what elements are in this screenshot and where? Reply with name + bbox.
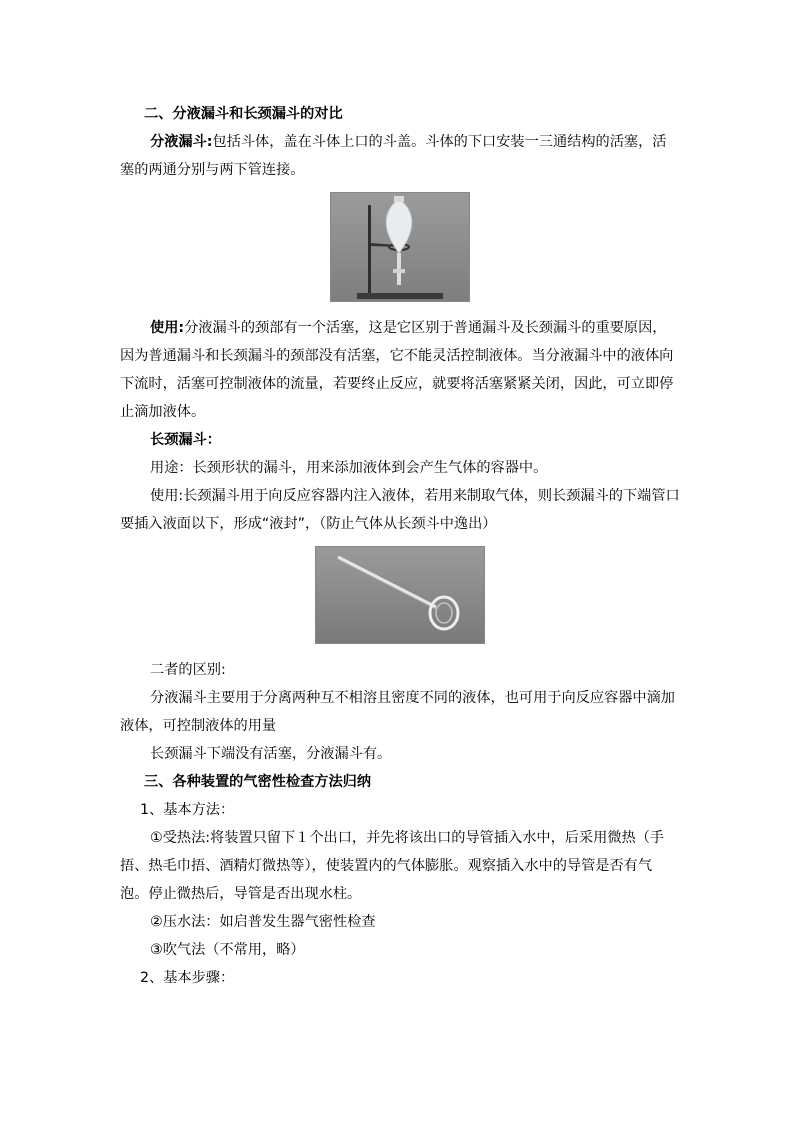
basic-steps-heading: 2、基本步骤： xyxy=(140,970,235,986)
water-pressure-method: ②压水法：如启普发生器气密性检查 xyxy=(150,914,376,930)
difference-paragraph-2: 长颈漏斗下端没有活塞，分液漏斗有。 xyxy=(150,746,392,762)
blowing-method: ③吹气法（不常用，略） xyxy=(150,942,305,958)
separatory-funnel-photo xyxy=(330,192,470,302)
difference-heading: 二者的区别: xyxy=(150,662,226,678)
usage-label: 使用 xyxy=(150,320,179,336)
separatory-funnel-label: 分液漏斗 xyxy=(150,134,207,150)
separatory-funnel-paragraph xyxy=(120,128,680,184)
document-page xyxy=(120,92,680,992)
long-neck-funnel-heading: 长颈漏斗： xyxy=(150,432,221,448)
long-neck-usage: 使用:长颈漏斗用于向反应容器内注入液体，若用来制取气体，则长颈漏斗的下端管口要插入液面以下，形成“液封”，（防止气体从长颈斗中逸出） xyxy=(120,488,680,532)
basic-methods-heading: 1、基本方法： xyxy=(140,802,235,818)
difference-paragraph-1: 分液漏斗主要用于分离两种互不相溶且密度不同的液体，也可用于向反应容器中滴加液体，可控制液体的用量 xyxy=(120,690,675,734)
usage-description: 分液漏斗的颈部有一个活塞，这是它区别于普通漏斗及长颈漏斗的重要原因，因为普通漏斗和长颈漏斗的颈部没有活塞，它不能灵活控制液体。当分液漏斗中的液体向下流时，活塞可控制液体的流量，若要终止反应，就要将活塞紧紧关闭，因此，可立即停止滴加液体。 xyxy=(120,320,674,420)
separatory-funnel-description: 包括斗体，盖在斗体上口的斗盖。斗体的下口安装一三通结构的活塞，活塞的两通分别与两下管连接。 xyxy=(120,134,667,178)
heating-method-paragraph: ①受热法:将装置只留下１个出口，并先将该出口的导管插入水中，后采用微热（手捂、热毛巾捂、酒精灯微热等），使装置内的气体膨胀。观察插入水中的导管是否有气泡。停止微热后，导管是否出现水柱。 xyxy=(120,830,665,902)
section-heading-comparison: 二、分液漏斗和长颈漏斗的对比 xyxy=(144,106,343,122)
separatory-funnel-figure xyxy=(120,192,680,302)
long-neck-funnel-photo xyxy=(315,546,485,644)
section-heading-airtightness: 三、各种装置的气密性检查方法归纳 xyxy=(144,774,372,790)
long-neck-funnel-figure xyxy=(120,546,680,644)
separatory-funnel-usage-paragraph xyxy=(120,314,680,426)
long-neck-purpose: 用途：长颈形状的漏斗，用来添加液体到会产生气体的容器中。 xyxy=(150,460,548,476)
label-colon: : xyxy=(206,134,213,150)
usage-colon: : xyxy=(178,320,185,336)
